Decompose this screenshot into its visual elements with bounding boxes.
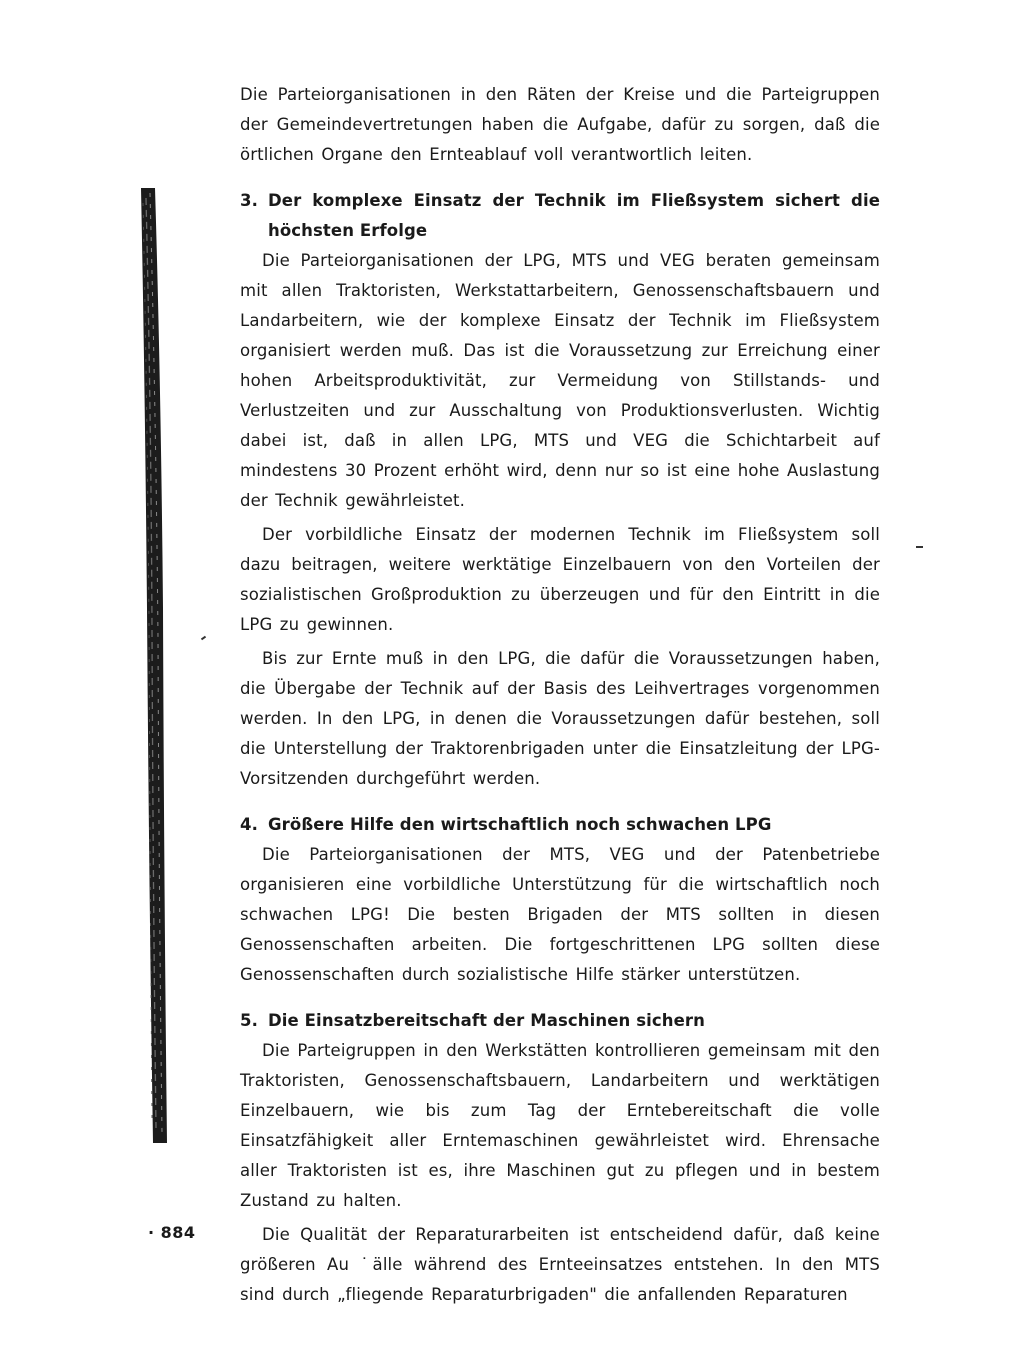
section-title: Die Einsatzbereitschaft der Maschinen sichern bbox=[268, 1011, 706, 1030]
paragraph: Die Parteiorganisationen der LPG, MTS und VEG beraten gemeinsam mit allen Traktoristen, Werkstattarbeitern, Genossenschaftsbauern und Landarbeitern, wie der komplexe Einsatz der Technik im Fließsystem organisiert werden muß. Das ist die Voraussetzung zur Erreichung einer hohen Arbeitsproduktivität, zur Vermeidung von Stillstands- und Verlustzeiten und zur Ausschaltung von Produktionsverlusten. Wichtig dabei ist, daß in allen LPG, MTS und VEG die Schichtarbeit auf mindestens 30 Prozent erhöht wird, denn nur so ist eine hohe Auslastung der Technik gewährleistet. bbox=[240, 251, 880, 510]
section-heading-5 bbox=[240, 1006, 880, 1036]
paragraph: Der vorbildliche Einsatz der modernen Technik im Fließsystem soll dazu beitragen, weitere werktätige Einzelbauern von den Vorteilen der sozialistischen Großproduktion zu überzeugen und für den Eintritt in die LPG zu gewinnen. bbox=[240, 525, 880, 634]
page-number: · 884 bbox=[148, 1223, 196, 1242]
paragraph: Die Parteiorganisationen in den Räten der Kreise und die Parteigruppen der Gemeindevertretungen haben die Aufgabe, dafür zu sorgen, daß die örtlichen Organe den Ernteablauf voll verantwortlich leiten. bbox=[240, 85, 880, 164]
scan-speck bbox=[916, 546, 923, 548]
scan-speck bbox=[201, 636, 206, 641]
section-number: 3. bbox=[240, 191, 258, 210]
body-text bbox=[240, 80, 880, 1310]
section-heading-4 bbox=[240, 810, 880, 840]
paragraph: Bis zur Ernte muß in den LPG, die dafür die Voraussetzungen haben, die Übergabe der Technik auf der Basis des Leihvertrages vorgenommen werden. In den LPG, in denen die Voraussetzungen dafür bestehen, soll die Unterstellung der Traktorenbrigaden unter die Einsatzleitung der LPG-Vorsitzenden durchgeführt werden. bbox=[240, 649, 880, 788]
section-number: 5. bbox=[240, 1011, 258, 1030]
section-number: 4. bbox=[240, 815, 258, 834]
binding-strip bbox=[137, 188, 187, 1143]
section-heading-3 bbox=[240, 186, 880, 246]
section-title: Größere Hilfe den wirtschaftlich noch schwachen LPG bbox=[268, 815, 772, 834]
section-title: Der komplexe Einsatz der Technik im Fließsystem sichert die höchsten Erfolge bbox=[268, 191, 880, 240]
paragraph: Die Qualität der Reparaturarbeiten ist entscheidend dafür, daß keine größeren Au ˙älle während des Ernteeinsatzes entstehen. In den MTS sind durch „fliegende Reparaturbrigaden" die anfallenden Reparaturen bbox=[240, 1225, 880, 1304]
paragraph: Die Parteiorganisationen der MTS, VEG und der Patenbetriebe organisieren eine vorbildliche Unterstützung für die wirtschaftlich noch schwachen LPG! Die besten Brigaden der MTS sollten in diesen Genossenschaften arbeiten. Die fortgeschrittenen LPG sollten diese Genossenschaften durch sozialistische Hilfe stärker unterstützen. bbox=[240, 845, 880, 984]
paragraph: Die Parteigruppen in den Werkstätten kontrollieren gemeinsam mit den Traktoristen, Genossenschaftsbauern, Landarbeitern und werktätigen Einzelbauern, wie bis zum Tag der Erntebereitschaft die volle Einsatzfähigkeit aller Erntemaschinen gewährleistet wird. Ehrensache aller Traktoristen ist es, ihre Maschinen gut zu pflegen und in bestem Zustand zu halten. bbox=[240, 1041, 880, 1210]
